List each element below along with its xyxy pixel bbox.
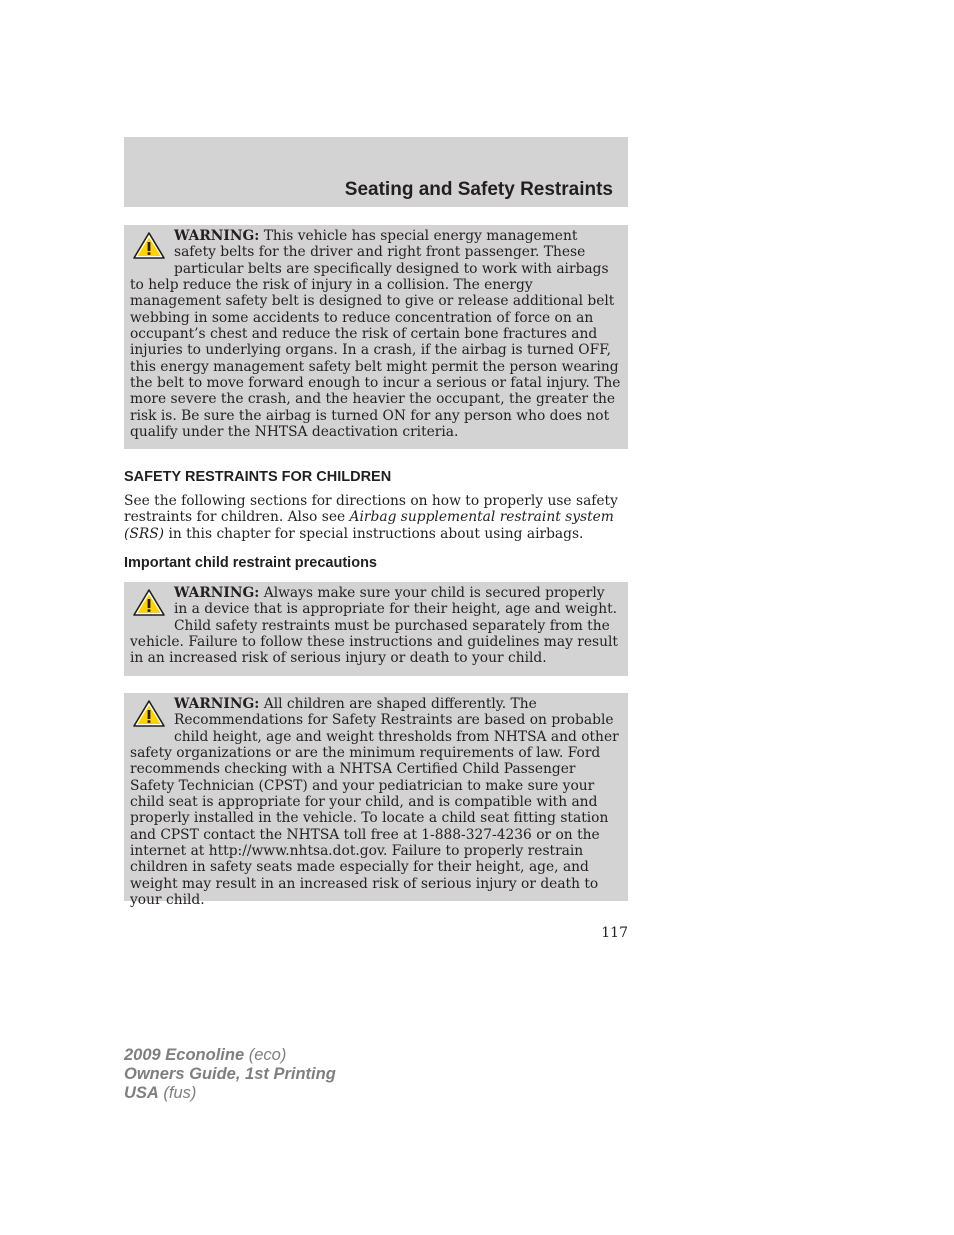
footer-line-model: 2009 Econoline (eco) xyxy=(124,1046,287,1064)
warning-label: WARNING: xyxy=(174,696,260,712)
warning-triangle-icon xyxy=(132,588,166,618)
warning-box-children-shaped xyxy=(124,693,628,909)
warning-box-child-secured xyxy=(124,582,628,676)
footer-line-guide: Owners Guide, 1st Printing xyxy=(124,1065,336,1083)
warning-text xyxy=(130,585,622,667)
section-paragraph xyxy=(124,493,628,542)
section-heading: SAFETY RESTRAINTS FOR CHILDREN xyxy=(124,469,392,485)
page-number: 117 xyxy=(601,925,628,941)
paragraph-reference: Airbag supplemental restraint system (SRS) xyxy=(124,509,614,542)
warning-label: WARNING: xyxy=(174,228,260,244)
warning-text xyxy=(130,696,622,908)
chapter-title: Seating and Safety Restraints xyxy=(344,179,613,200)
warning-body: This vehicle has special energy management safety belts for the driver and right front passenger. These particular belts are specifically designed to work with airbags to help reduce the risk of injury in a collision. The energy management safety belt is designed to give or release additional belt webbing in some accidents to reduce concentration of force on an occupant’s chest and reduce the risk of certain bone fractures and injuries to underlying organs. In a crash, if the airbag is turned OFF, this energy management safety belt might permit the person wearing the belt to move forward enough to incur a serious or fatal injury. The more severe the crash, and the heavier the occupant, the greater the risk is. Be sure the airbag is turned ON for any person who does not qualify under the NHTSA deactivation criteria. xyxy=(130,228,621,441)
paragraph-text: in this chapter for special instructions about using airbags. xyxy=(164,525,584,542)
footer-line-market: USA (fus) xyxy=(124,1084,197,1102)
warning-body: All children are shaped differently. The Recommendations for Safety Restraints are based on probable child height, age and weight thresholds from NHTSA and other safety organizations or are the minimum requirements of law. Ford recommends checking with a NHTSA Certified Child Passenger Safety Technician (CPST) and your pediatrician to make sure your child seat is appropriate for your child, and is compatible with and properly installed in the vehicle. To locate a child seat fitting station and CPST contact the NHTSA toll free at 1-888-327-4236 or on the internet at http://www.nhtsa.dot.gov. Failure to properly restrain children in safety seats made especially for their height, age, and weight may result in an increased risk of serious injury or death to your child. xyxy=(130,696,619,909)
warning-triangle-icon xyxy=(132,699,166,729)
warning-label: WARNING: xyxy=(174,585,260,601)
document-footer xyxy=(124,1046,336,1103)
sub-heading: Important child restraint precautions xyxy=(124,555,377,571)
warning-text xyxy=(130,228,622,440)
chapter-header-band xyxy=(124,137,628,207)
paragraph-text: See the following sections for directions on how to properly use safety restraints for children. Also see xyxy=(124,493,618,526)
warning-box-energy-belts xyxy=(124,225,628,449)
warning-triangle-icon xyxy=(132,231,166,261)
warning-body: Always make sure your child is secured properly in a device that is appropriate for their height, age and weight. Child safety restraints must be purchased separately from the vehicle. Failure to follow these instructions and guidelines may result in an increased risk of serious injury or death to your child. xyxy=(130,585,618,667)
